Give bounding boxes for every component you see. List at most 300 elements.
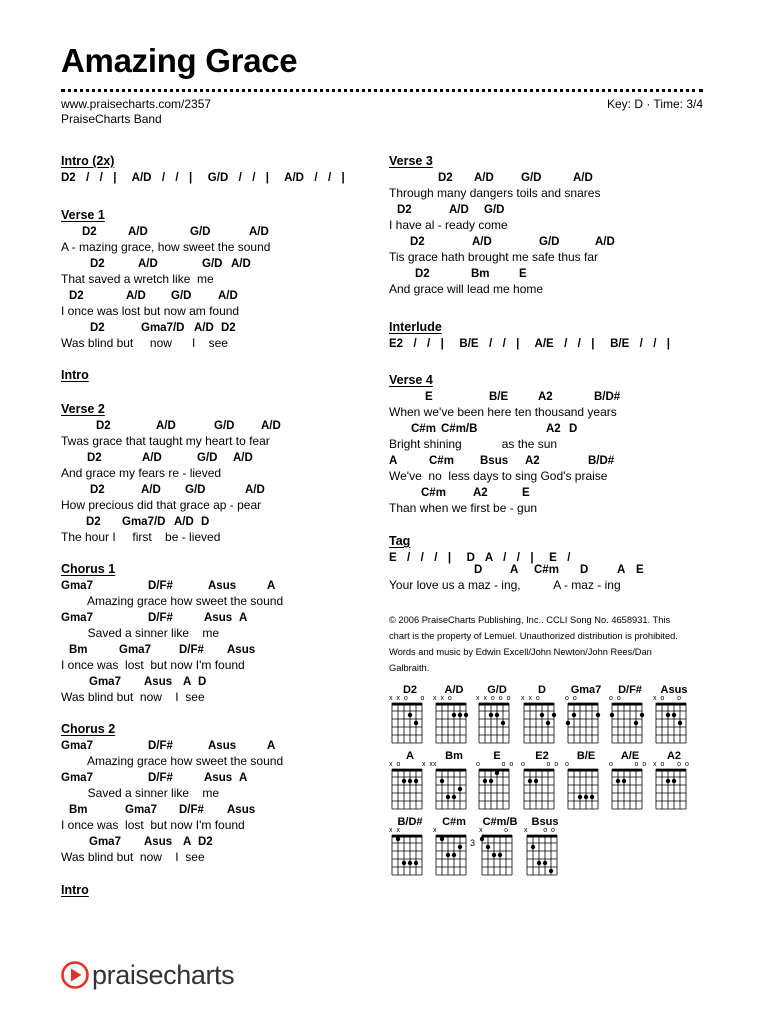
chord: A/D — [472, 236, 492, 248]
copyright-line: © 2006 PraiseCharts Publishing, Inc.. CCLI Song No. 4658931. This — [389, 615, 671, 625]
chord: Gma7 — [119, 644, 151, 656]
chord: G/D — [484, 204, 505, 216]
open-strings: x x o — [433, 695, 453, 702]
finger-dot — [590, 795, 594, 799]
finger-dot — [486, 845, 490, 849]
lyric: How precious did that grace ap - pear — [61, 498, 262, 512]
chord-lyric-line — [389, 234, 615, 266]
chord-diagram-name: E — [493, 750, 501, 762]
chord: D2 — [90, 322, 105, 334]
chord: A/D — [595, 236, 615, 248]
fretboard-grid — [389, 702, 427, 746]
finger-dot — [498, 853, 502, 857]
lyric: Was blind but now I see — [61, 336, 228, 350]
fretboard-grid — [565, 702, 603, 746]
finger-dot — [546, 721, 550, 725]
chord: A2 — [538, 391, 553, 403]
chord-lyric-line — [61, 224, 270, 256]
chord-diagram-name: A/E — [620, 750, 640, 762]
section-title: Intro — [61, 368, 89, 382]
chord-lyric-line — [61, 738, 283, 770]
section-title: Chorus 2 — [61, 722, 116, 736]
chord-diagram-name: G/D — [487, 684, 507, 696]
chord: D2 — [86, 516, 101, 528]
lyric: Than when we first be - gun — [389, 501, 538, 515]
chord: G/D — [539, 236, 560, 248]
chord: D2 — [415, 268, 430, 280]
open-strings: x o — [479, 827, 510, 834]
chord: A — [183, 836, 192, 848]
section-interlude — [389, 320, 670, 354]
lyric: Was blind but now I see — [61, 690, 205, 704]
chord-diagram — [389, 750, 434, 816]
chord-lyric-line — [389, 170, 600, 202]
copyright-line: Galbraith. — [389, 663, 430, 673]
finger-dot — [489, 713, 493, 717]
open-strings: o o o — [609, 761, 648, 768]
chord-diagram-name: Bm — [445, 750, 463, 762]
fretboard-grid — [524, 834, 562, 878]
chord-diagram-name: C#m/B — [482, 816, 518, 828]
finger-dot — [666, 779, 670, 783]
chord: A/D — [573, 172, 593, 184]
chord-diagram — [476, 684, 518, 750]
play-logo-icon — [61, 960, 89, 990]
chord-diagram — [476, 750, 518, 816]
chord: Gma7 — [61, 772, 93, 784]
lyric: We've no less days to sing God's praise — [389, 469, 608, 483]
chord: Asus — [227, 644, 256, 656]
lyric: Saved a sinner like me — [61, 626, 220, 640]
lyric: Amazing grace how sweet the sound — [61, 754, 284, 768]
chord: B/E — [489, 391, 509, 403]
chord-diagram — [521, 684, 563, 750]
chord: G/D — [521, 172, 542, 184]
lyric: I have al - ready come — [389, 218, 508, 232]
chord: Bsus — [480, 455, 509, 467]
finger-dot — [610, 713, 614, 717]
open-strings: o o — [609, 695, 622, 702]
fret-position-marker: 3 — [470, 838, 476, 848]
chord-lyric-line — [389, 266, 600, 298]
finger-dot — [572, 713, 576, 717]
chord: C#m/B — [441, 423, 478, 435]
chord-diagram-name: Bsus — [531, 816, 559, 828]
chord: B/D# — [594, 391, 621, 403]
finger-dot — [408, 713, 412, 717]
open-strings: x — [433, 761, 438, 768]
song-artist: PraiseCharts Band — [61, 112, 162, 126]
chord-diagram-name: D — [538, 684, 546, 696]
chord-lyric-line — [61, 514, 270, 546]
chord-diagram — [565, 750, 607, 816]
finger-dot — [492, 853, 496, 857]
chord: Gma7 — [125, 804, 157, 816]
finger-dot — [458, 787, 462, 791]
chord: A/D — [128, 226, 148, 238]
chord: Asus — [204, 772, 233, 784]
chord: Gma7 — [89, 676, 121, 688]
chord-diagram — [433, 750, 475, 816]
finger-dot — [666, 713, 670, 717]
title-divider — [61, 89, 703, 92]
chord: Gma7 — [61, 580, 93, 592]
chord-lyric-line — [61, 418, 281, 450]
chord: Asus — [208, 740, 237, 752]
finger-dot — [640, 713, 644, 717]
finger-dot — [446, 795, 450, 799]
open-strings: x x o — [521, 695, 541, 702]
chord: D/F# — [179, 804, 204, 816]
chord-lyric-line — [389, 202, 600, 234]
chord: D2 — [90, 484, 105, 496]
section-title: Tag — [389, 534, 411, 548]
finger-dot — [408, 861, 412, 865]
finger-dot — [414, 721, 418, 725]
chord: Asus — [144, 676, 173, 688]
chord: A — [183, 676, 192, 688]
chord: C#m — [534, 564, 559, 576]
chord-diagram — [653, 684, 695, 750]
section-title: Intro — [61, 883, 89, 897]
chord: A — [267, 580, 276, 592]
finger-dot — [489, 779, 493, 783]
chord-lyric-line — [61, 320, 270, 352]
finger-dot — [622, 779, 626, 783]
section-chorus-1 — [61, 562, 283, 706]
chord-diagram — [653, 750, 695, 816]
section-title: Verse 1 — [61, 208, 105, 222]
chord: G/D — [190, 226, 211, 238]
chord-lyric-line — [389, 453, 617, 485]
logo-text: praisecharts — [92, 960, 235, 990]
open-strings: x x — [389, 827, 401, 834]
chord: D — [474, 564, 483, 576]
chord: Gma7/D — [122, 516, 166, 528]
chord-diagram-name: B/D# — [397, 816, 423, 828]
chord-lyric-line — [61, 802, 283, 834]
chord-diagram — [433, 684, 475, 750]
fretboard-grid — [433, 768, 471, 812]
finger-dot — [596, 713, 600, 717]
finger-dot — [495, 771, 499, 775]
lyric: Was blind but now I see — [61, 850, 205, 864]
chord: A/D — [218, 290, 238, 302]
section-title: Verse 4 — [389, 373, 433, 387]
finger-dot — [483, 779, 487, 783]
section-title: Verse 2 — [61, 402, 105, 416]
chord-lyric-line — [61, 834, 283, 866]
fretboard-grid — [521, 768, 559, 812]
chord: E — [425, 391, 433, 403]
chord-lyric-line — [61, 578, 283, 610]
song-title: Amazing Grace — [61, 42, 298, 79]
chord: D2 — [410, 236, 425, 248]
chord-lyric-line — [61, 610, 283, 642]
chord-diagram — [521, 750, 563, 816]
fretboard-grid — [479, 834, 517, 878]
chord-diagram — [609, 750, 651, 816]
fretboard-grid — [476, 702, 514, 746]
chord-diagram — [389, 816, 431, 882]
chord: A/D — [141, 484, 161, 496]
chord: A/D — [261, 420, 281, 432]
open-strings: o — [565, 761, 570, 768]
key-time: Key: D · Time: 3/4 — [606, 97, 703, 111]
open-strings: x o o o — [653, 761, 690, 768]
chord: G/D — [197, 452, 218, 464]
chord-lyric-line — [61, 770, 283, 802]
chord: C#m — [429, 455, 454, 467]
lyric: Your love us a maz - ing, A - maz - ing — [389, 578, 621, 592]
fretboard-grid — [389, 768, 427, 812]
chord-lyric-line — [61, 450, 270, 482]
finger-dot — [678, 721, 682, 725]
chord-diagram — [609, 684, 651, 750]
fretboard-grid — [609, 702, 647, 746]
chord-diagram — [389, 684, 431, 750]
finger-dot — [534, 779, 538, 783]
chord-lyric-line — [389, 485, 617, 517]
open-strings: o o o — [521, 761, 560, 768]
chord-diagram-name: D2 — [402, 684, 418, 696]
finger-dot — [566, 721, 570, 725]
finger-dot — [634, 721, 638, 725]
chord: A/D — [142, 452, 162, 464]
open-strings: o o — [565, 695, 578, 702]
copyright-line: chart is the property of Lemuel. Unauthorized distribution is prohibited. — [389, 631, 678, 641]
finger-dot — [440, 779, 444, 783]
chord-diagram-name: Asus — [660, 684, 688, 696]
finger-dot — [458, 845, 462, 849]
chord: D — [569, 423, 578, 435]
chord: Bm — [471, 268, 490, 280]
chord-lyric-line — [61, 674, 283, 706]
lyric: Twas grace that taught my heart to fear — [61, 434, 270, 448]
chord: D2 — [198, 836, 213, 848]
finger-dot — [543, 861, 547, 865]
chord-lyric-line — [61, 642, 283, 674]
bar-line: D2 / / | A/D / / | G/D / / | A/D / / | — [61, 172, 345, 184]
open-strings: x x o o — [389, 695, 426, 702]
finger-dot — [408, 779, 412, 783]
finger-dot — [616, 779, 620, 783]
section-verse-3 — [389, 154, 615, 298]
section-tag — [389, 534, 644, 594]
finger-dot — [414, 779, 418, 783]
finger-dot — [495, 713, 499, 717]
finger-dot — [537, 861, 541, 865]
finger-dot — [446, 853, 450, 857]
fretboard-grid — [653, 702, 691, 746]
chord: A/D — [231, 258, 251, 270]
chord-diagram-name: C#m — [442, 816, 466, 828]
bar-line: E2 / / | B/E / / | A/E / / | B/E / / | — [389, 338, 671, 350]
open-strings: x — [433, 827, 438, 834]
section-intro-end — [61, 883, 89, 899]
chord-lyric-line — [389, 421, 617, 453]
section-chorus-2 — [61, 722, 283, 866]
chord-lyric-line — [61, 256, 270, 288]
finger-dot — [531, 845, 535, 849]
chord: A2 — [525, 455, 540, 467]
finger-dot — [480, 837, 484, 841]
chord: A2 — [473, 487, 488, 499]
chord-diagram-name: A — [406, 750, 414, 762]
lyric: I once was lost but now am found — [61, 304, 240, 318]
section-intro — [61, 368, 89, 384]
chord-diagram — [433, 816, 475, 882]
chord-lyric-line — [61, 288, 270, 320]
chord: D2 — [438, 172, 453, 184]
lyric: Tis grace hath brought me safe thus far — [389, 250, 598, 264]
lyric: Amazing grace how sweet the sound — [61, 594, 284, 608]
chord: A/D — [126, 290, 146, 302]
finger-dot — [440, 837, 444, 841]
chord-diagram-name: B/E — [576, 750, 596, 762]
finger-dot — [672, 779, 676, 783]
open-strings: x x o o o — [476, 695, 512, 702]
chord: Gma7 — [61, 740, 93, 752]
chord-diagram-name: A/D — [444, 684, 464, 696]
chord: Asus — [208, 580, 237, 592]
copyright-notice — [389, 612, 719, 676]
chord-diagram — [524, 816, 566, 882]
chord: Asus — [227, 804, 256, 816]
fretboard-grid — [433, 702, 471, 746]
chord-diagram — [565, 684, 607, 750]
chord-diagram — [479, 816, 521, 882]
lyric: Saved a sinner like me — [61, 786, 220, 800]
chord: D2 — [90, 258, 105, 270]
chord: A/D — [245, 484, 265, 496]
lyric: When we've been here ten thousand years — [389, 405, 617, 419]
open-strings: x o x x — [389, 761, 434, 768]
chord: D2 — [82, 226, 97, 238]
chord: C#m — [411, 423, 436, 435]
chord: D/F# — [179, 644, 204, 656]
chord: D — [580, 564, 589, 576]
fretboard-grid — [476, 768, 514, 812]
chord: E — [522, 487, 530, 499]
section-title: Interlude — [389, 320, 442, 334]
finger-dot — [452, 795, 456, 799]
lyric: The hour I first be - lieved — [61, 530, 221, 544]
chord: Gma7 — [89, 836, 121, 848]
chord: A/D — [194, 322, 214, 334]
chord: G/D — [185, 484, 206, 496]
fretboard-grid — [653, 768, 691, 812]
song-url[interactable]: www.praisecharts.com/2357 — [61, 97, 212, 111]
finger-dot — [549, 869, 553, 873]
chord-diagram-name: Gma7 — [570, 684, 602, 696]
chord-diagram-name: E2 — [535, 750, 549, 762]
chord: Bm — [69, 804, 88, 816]
chord: A — [510, 564, 519, 576]
chord: D2 — [69, 290, 84, 302]
lyric: And grace my fears re - lieved — [61, 466, 222, 480]
fretboard-grid — [389, 834, 427, 878]
section-title: Chorus 1 — [61, 562, 116, 576]
chord: Gma7 — [61, 612, 93, 624]
chord: A/D — [156, 420, 176, 432]
chord: C#m — [421, 487, 446, 499]
fretboard-grid — [609, 768, 647, 812]
chord: A/D — [474, 172, 494, 184]
finger-dot — [452, 853, 456, 857]
chord: D2 — [96, 420, 111, 432]
finger-dot — [552, 713, 556, 717]
fretboard-grid — [521, 702, 559, 746]
chord: Asus — [204, 612, 233, 624]
chord: Asus — [144, 836, 173, 848]
section-title: Verse 3 — [389, 154, 433, 168]
chord-lyric-line — [389, 389, 621, 421]
finger-dot — [396, 837, 400, 841]
chord-lyric-line — [389, 562, 644, 594]
chord: E — [519, 268, 527, 280]
section-verse-4 — [389, 373, 621, 517]
chord: A/D — [449, 204, 469, 216]
finger-dot — [458, 713, 462, 717]
lyric: I once was lost but now I'm found — [61, 658, 245, 672]
chord: G/D — [214, 420, 235, 432]
chord: D/F# — [148, 580, 173, 592]
lyric: Through many dangers toils and snares — [389, 186, 601, 200]
section-verse-2 — [61, 402, 281, 546]
chord: A/D — [233, 452, 253, 464]
finger-dot — [540, 713, 544, 717]
finger-dot — [402, 861, 406, 865]
finger-dot — [528, 779, 532, 783]
chord: D — [201, 516, 210, 528]
chord: Bm — [69, 644, 88, 656]
chord: A/D — [174, 516, 194, 528]
finger-dot — [578, 795, 582, 799]
section-verse-1 — [61, 208, 270, 352]
chord: A — [389, 455, 398, 467]
finger-dot — [672, 713, 676, 717]
chord: D — [198, 676, 207, 688]
lyric: A - mazing grace, how sweet the sound — [61, 240, 271, 254]
finger-dot — [584, 795, 588, 799]
chord: D2 — [87, 452, 102, 464]
chord: G/D — [202, 258, 223, 270]
open-strings: o o o — [476, 761, 515, 768]
chord: A2 — [546, 423, 561, 435]
chord: A/D — [249, 226, 269, 238]
lyric: And grace will lead me home — [389, 282, 544, 296]
chord: B/D# — [588, 455, 615, 467]
chord: A/D — [138, 258, 158, 270]
finger-dot — [501, 721, 505, 725]
fretboard-grid — [433, 834, 471, 878]
bar-line: E / / / | D A / / | E / — [389, 552, 571, 564]
lyric: Bright shining as the sun — [389, 437, 558, 451]
chord: G/D — [171, 290, 192, 302]
fretboard-grid — [565, 768, 603, 812]
open-strings: x o o — [653, 695, 683, 702]
chord: D2 — [397, 204, 412, 216]
chord: Gma7/D — [141, 322, 185, 334]
chord: E — [636, 564, 644, 576]
copyright-line: Words and music by Edwin Excell/John Newton/John Rees/Dan — [389, 647, 652, 657]
chord: A — [239, 612, 248, 624]
lyric: That saved a wretch like me — [61, 272, 214, 286]
chord-lyric-line — [61, 482, 270, 514]
chord: A — [267, 740, 276, 752]
finger-dot — [414, 861, 418, 865]
